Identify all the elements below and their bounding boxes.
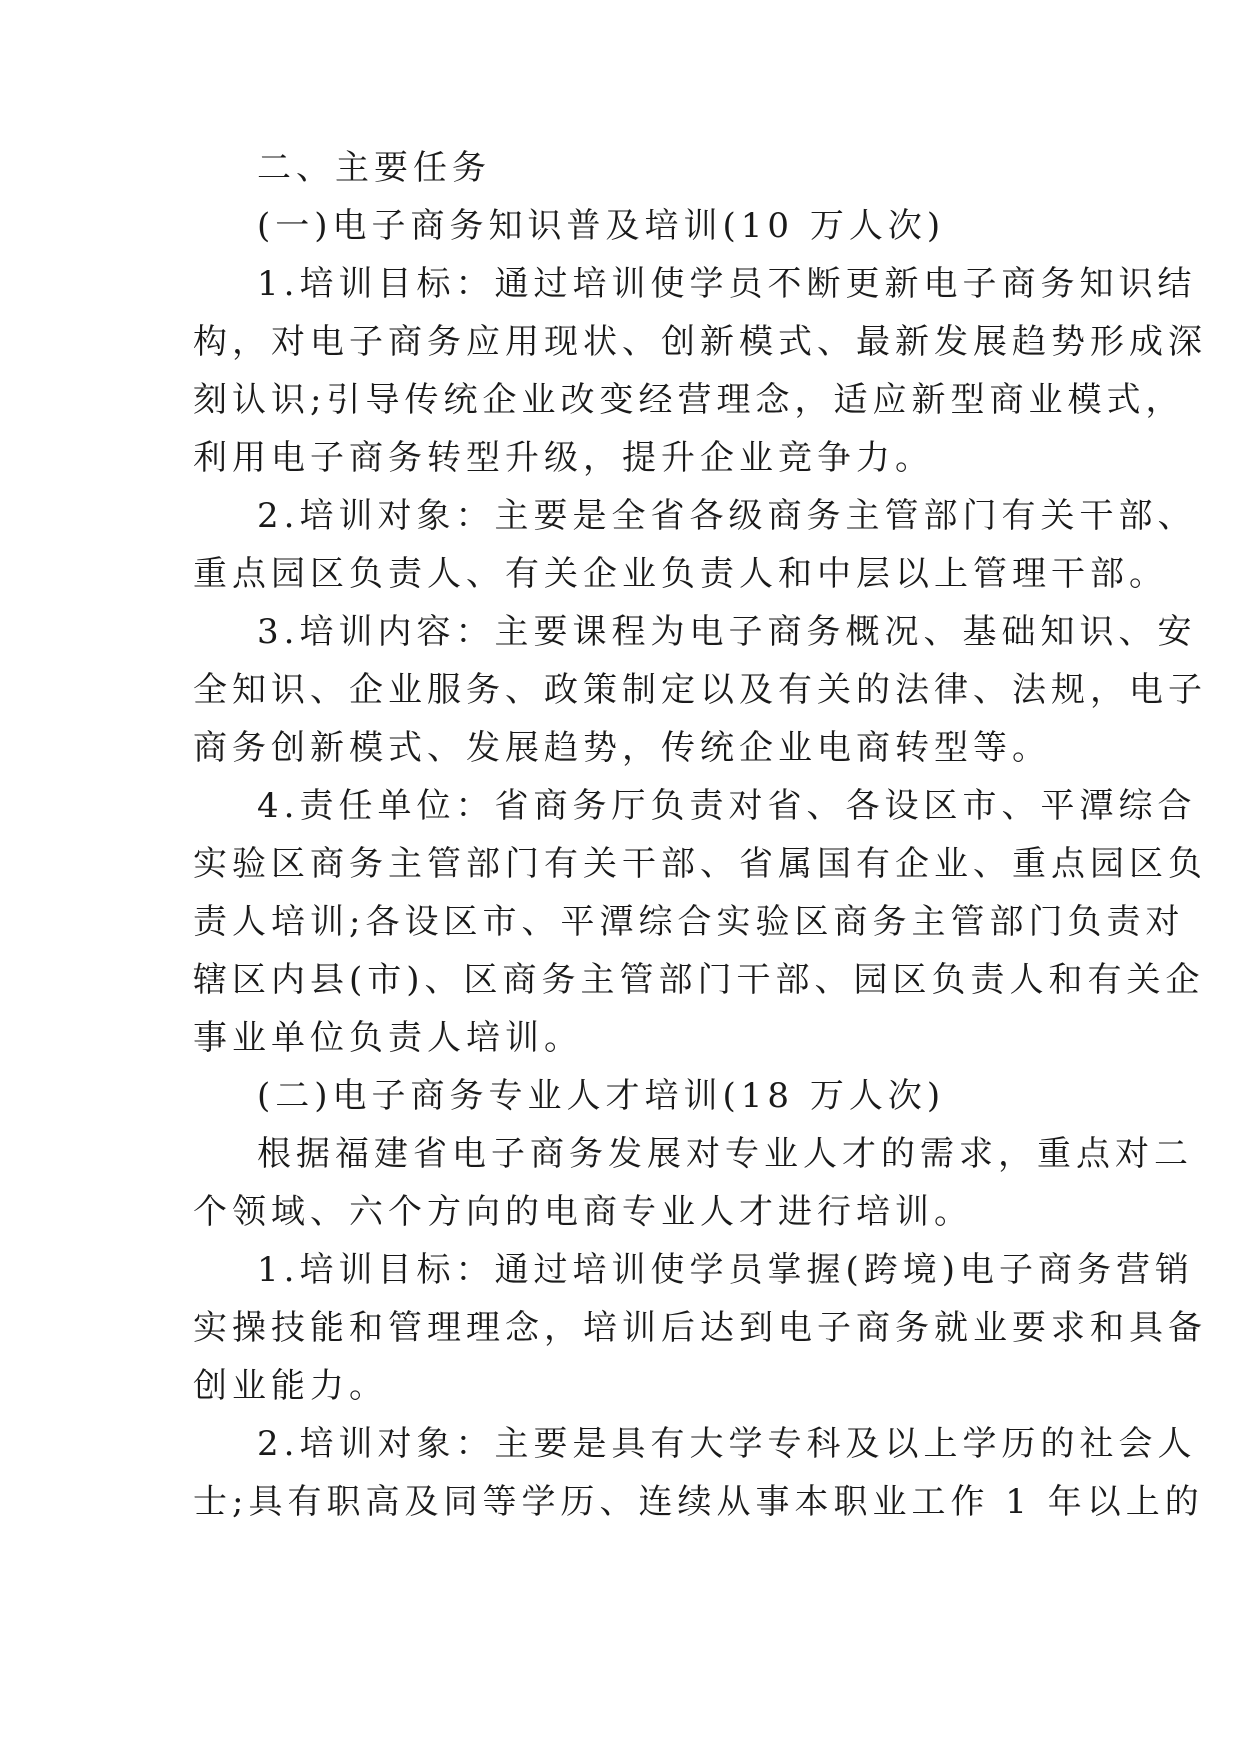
paragraph-line: 士;具有职高及同等学历、连续从事本职业工作 1 年以上的	[193, 1482, 1204, 1522]
paragraph-line: 全知识、企业服务、政策制定以及有关的法律、法规，电子	[193, 670, 1207, 710]
subsection-heading-1: (一)电子商务知识普及培训(10 万人次)	[257, 206, 946, 246]
paragraph-line: 根据福建省电子商务发展对专业人才的需求，重点对二	[257, 1134, 1193, 1174]
paragraph-line: 2.培训对象：主要是具有大学专科及以上学历的社会人	[257, 1424, 1197, 1464]
paragraph-line: 个领域、六个方向的电商专业人才进行培训。	[193, 1192, 973, 1232]
paragraph-line: 刻认识;引导传统企业改变经营理念，适应新型商业模式，	[193, 380, 1185, 420]
paragraph-line: 辖区内县(市)、区商务主管部门干部、园区负责人和有关企	[193, 960, 1205, 1000]
paragraph-line: 创业能力。	[193, 1366, 388, 1406]
paragraph-line: 事业单位负责人培训。	[193, 1018, 583, 1058]
paragraph-line: 4.责任单位：省商务厅负责对省、各设区市、平潭综合	[257, 786, 1197, 826]
paragraph-line: 1.培训目标：通过培训使学员不断更新电子商务知识结	[257, 264, 1197, 304]
paragraph-line: 2.培训对象：主要是全省各级商务主管部门有关干部、	[257, 496, 1197, 536]
paragraph-line: 重点园区负责人、有关企业负责人和中层以上管理干部。	[193, 554, 1168, 594]
paragraph-line: 实操技能和管理理念，培训后达到电子商务就业要求和具备	[193, 1308, 1207, 1348]
section-heading-main-tasks: 二、主要任务	[257, 148, 491, 188]
paragraph-line: 1.培训目标：通过培训使学员掌握(跨境)电子商务营销	[257, 1250, 1194, 1290]
paragraph-line: 利用电子商务转型升级，提升企业竞争力。	[193, 438, 934, 478]
paragraph-line: 实验区商务主管部门有关干部、省属国有企业、重点园区负	[193, 844, 1207, 884]
paragraph-line: 构，对电子商务应用现状、创新模式、最新发展趋势形成深	[193, 322, 1207, 362]
subsection-heading-2: (二)电子商务专业人才培训(18 万人次)	[257, 1076, 946, 1116]
paragraph-line: 3.培训内容：主要课程为电子商务概况、基础知识、安	[257, 612, 1197, 652]
paragraph-line: 责人培训;各设区市、平潭综合实验区商务主管部门负责对	[193, 902, 1185, 942]
paragraph-line: 商务创新模式、发展趋势，传统企业电商转型等。	[193, 728, 1051, 768]
